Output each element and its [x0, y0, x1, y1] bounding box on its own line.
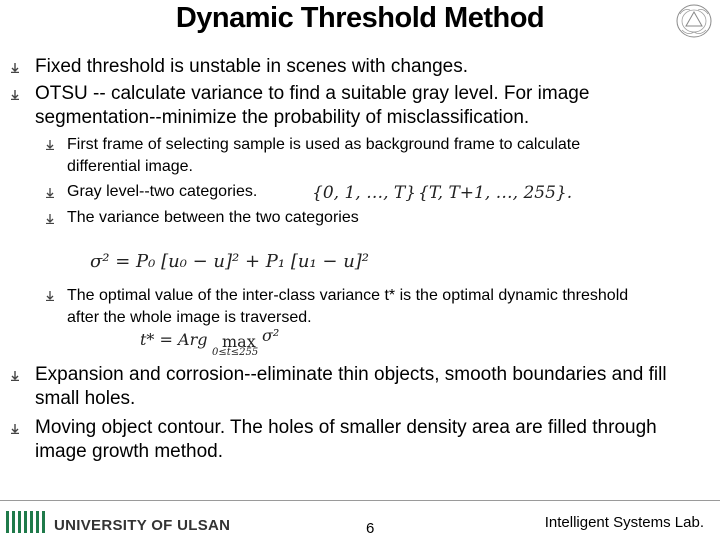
university-logo-icon [6, 511, 46, 533]
sub-bullet-icon [45, 214, 55, 224]
formula-argmax-lhs: t* = Arg [140, 330, 208, 349]
sub-bullet-first-frame-line1: First frame of selecting sample is used as background frame to calculate [67, 136, 581, 153]
bullet-contour-line2: image growth method. [35, 441, 223, 462]
page-title: Dynamic Threshold Method [175, 2, 545, 34]
formula-argmax-rhs: σ² [262, 326, 280, 345]
bullet-contour-line1: Moving object contour. The holes of smaller density area are filled through [35, 417, 657, 438]
sub-bullet-gray-level: Gray level--two categories. [67, 183, 258, 200]
bullet-expansion-line2: small holes. [35, 388, 136, 409]
bullet-otsu-line1: OTSU -- calculate variance to find a suitable gray level. For image [35, 83, 590, 104]
university-seal-icon [674, 2, 714, 40]
bullet-icon [10, 90, 20, 100]
sub-bullet-first-frame-line2: differential image. [67, 158, 193, 175]
university-name: UNIVERSITY OF ULSAN [54, 517, 231, 534]
bullet-icon [10, 371, 20, 381]
formula-argmax-operator: max [222, 332, 256, 351]
bullet-fixed-threshold: Fixed threshold is unstable in scenes with changes. [35, 56, 469, 77]
lab-name: Intelligent Systems Lab. [544, 514, 704, 531]
sub-bullet-icon [45, 140, 55, 150]
bullet-icon [10, 424, 20, 434]
bullet-icon [10, 63, 20, 73]
sub-bullet-icon [45, 188, 55, 198]
footer-divider [0, 500, 720, 501]
formula-set-low: {0, 1, …, T} [312, 183, 417, 203]
formula-set-high: {T, T+1, …, 255}. [418, 183, 573, 203]
page-number: 6 [366, 520, 375, 537]
sub-bullet-icon [45, 291, 55, 301]
sub-bullet-variance: The variance between the two categories [67, 209, 359, 226]
sub-bullet-optimal-line1: The optimal value of the inter-class variance t* is the optimal dynamic threshold [67, 287, 629, 304]
formula-argmax-subscript: 0≤t≤255 [212, 347, 259, 358]
bullet-expansion-line1: Expansion and corrosion--eliminate thin objects, smooth boundaries and fill [35, 364, 667, 385]
sub-bullet-optimal-line2: after the whole image is traversed. [67, 309, 312, 326]
bullet-otsu-line2: segmentation--minimize the probability of misclassification. [35, 107, 530, 128]
formula-variance-equation: σ² = P₀ [u₀ − u]² + P₁ [u₁ − u]² [90, 251, 370, 272]
